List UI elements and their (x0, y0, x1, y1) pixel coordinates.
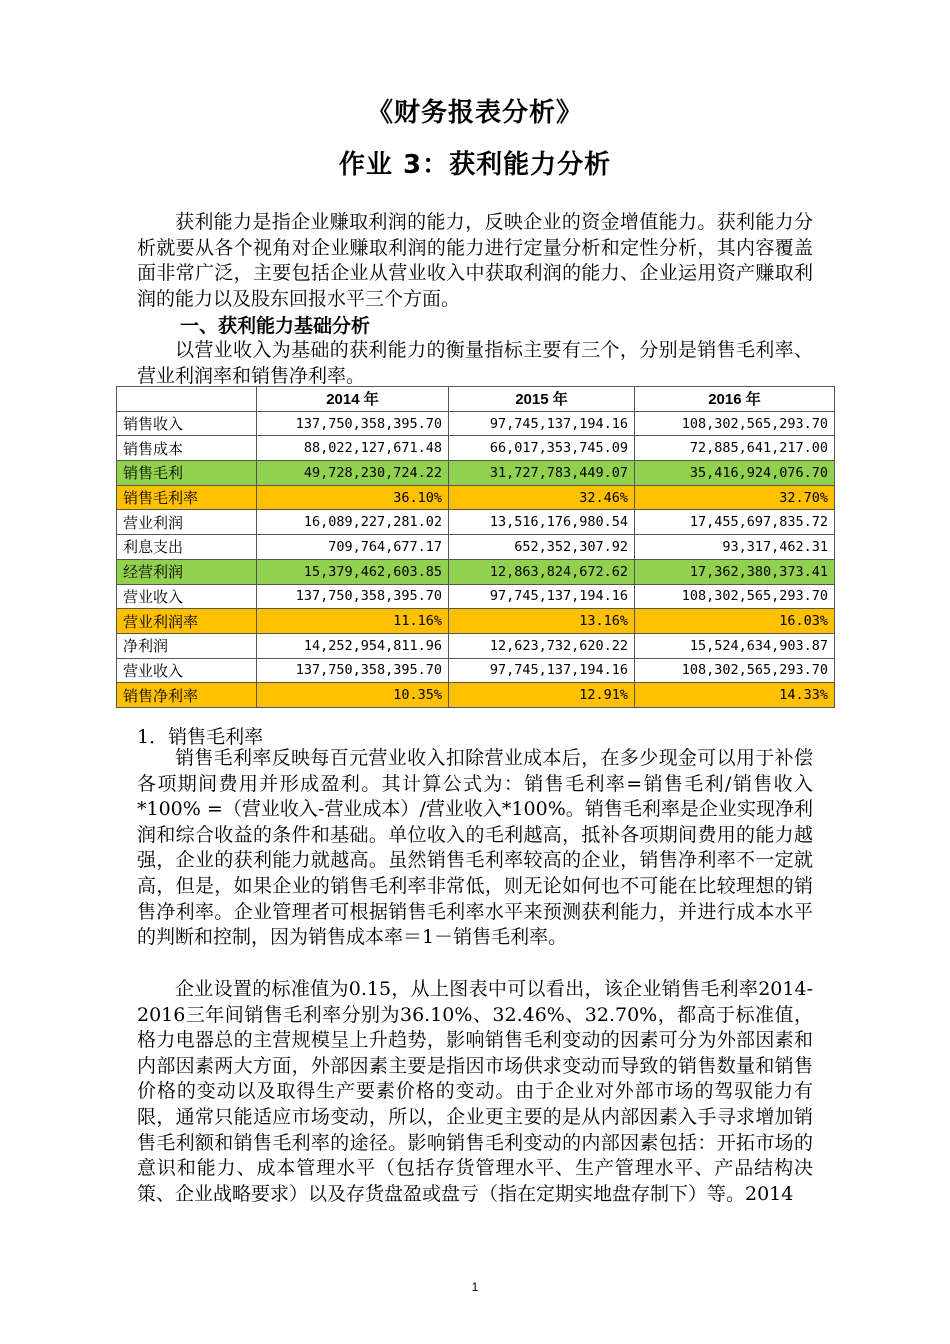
row-value: 72,885,641,217.00 (635, 436, 835, 461)
table-row (117, 510, 835, 535)
subsection1-heading: 1．销售毛利率 (137, 726, 264, 748)
row-value: 108,302,565,293.70 (635, 584, 835, 609)
row-label: 销售成本 (117, 436, 257, 461)
row-value: 16.03% (635, 609, 835, 634)
row-label: 营业收入 (117, 584, 257, 609)
row-value: 66,017,353,745.09 (449, 436, 635, 461)
section1-paragraph: 以营业收入为基础的获利能力的衡量指标主要有三个，分别是销售毛利率、营业利润率和销售净利率。 (137, 339, 813, 387)
row-value: 12.91% (449, 683, 635, 708)
section1-heading: 一、获利能力基础分析 (180, 315, 371, 337)
row-value: 15,524,634,903.87 (635, 633, 835, 658)
row-label: 营业利润 (117, 510, 257, 535)
row-value: 32.70% (635, 485, 835, 510)
row-value: 93,317,462.31 (635, 535, 835, 560)
table-row (117, 535, 835, 560)
table-row (117, 609, 835, 634)
table-header-cell: 2016 年 (635, 387, 835, 412)
row-value: 10.35% (257, 683, 449, 708)
table-body (117, 411, 835, 707)
page-number: 1 (471, 1280, 479, 1294)
row-label: 销售收入 (117, 411, 257, 436)
row-value: 88,022,127,671.48 (257, 436, 449, 461)
row-value: 137,750,358,395.70 (257, 411, 449, 436)
table-row (117, 461, 835, 486)
row-label: 营业利润率 (117, 609, 257, 634)
table-row (117, 658, 835, 683)
row-value: 137,750,358,395.70 (257, 658, 449, 683)
row-value: 17,455,697,835.72 (635, 510, 835, 535)
row-label: 净利润 (117, 633, 257, 658)
row-value: 97,745,137,194.16 (449, 658, 635, 683)
row-value: 36.10% (257, 485, 449, 510)
table-header-cell: 2015 年 (449, 387, 635, 412)
row-value: 13,516,176,980.54 (449, 510, 635, 535)
row-label: 营业收入 (117, 658, 257, 683)
row-value: 108,302,565,293.70 (635, 658, 835, 683)
table-header-cell: 2014 年 (257, 387, 449, 412)
table-row (117, 584, 835, 609)
table-header-row (117, 387, 835, 412)
row-value: 49,728,230,724.22 (257, 461, 449, 486)
row-value: 97,745,137,194.16 (449, 584, 635, 609)
subsection1-paragraph-2: 企业设置的标准值为0.15，从上图表中可以看出，该企业销售毛利率2014-2016三年间销售毛利率分别为36.10%、32.46%、32.70%，都高于标准值，格力电器总的主营规模呈上升趋势，影响销售毛利变动的因素可分为外部因素和内部因素两大方面，外部因素主要是指因市场供求变动而导致的销售数量和销售价格的变动以及取得生产要素价格的变动。由于企业对外部市场的驾驭能力有限，通常只能适应市场变动，所以，企业更主要的是从内部因素入手寻求增加销售毛利额和销售毛利率的途径。影响销售毛利变动的内部因素包括：开拓市场的意识和能力、成本管理水平（包括存货管理水平、生产管理水平、产品结构决策、企业战略要求）以及存货盘盈或盘亏（指在定期实地盘存制下）等。2014 (137, 978, 813, 1205)
intro-paragraph: 获利能力是指企业赚取利润的能力，反映企业的资金增值能力。获利能力分析就要从各个视角对企业赚取利润的能力进行定量分析和定性分析，其内容覆盖面非常广泛，主要包括企业从营业收入中获取利润的能力、企业运用资产赚取利润的能力以及股东回报水平三个方面。 (137, 211, 813, 310)
row-value: 31,727,783,449.07 (449, 461, 635, 486)
row-value: 35,416,924,076.70 (635, 461, 835, 486)
row-value: 15,379,462,603.85 (257, 559, 449, 584)
row-value: 97,745,137,194.16 (449, 411, 635, 436)
table-row (117, 436, 835, 461)
row-label: 销售净利率 (117, 683, 257, 708)
row-value: 12,863,824,672.62 (449, 559, 635, 584)
row-value: 137,750,358,395.70 (257, 584, 449, 609)
table-row (117, 485, 835, 510)
table-row (117, 633, 835, 658)
row-label: 销售毛利 (117, 461, 257, 486)
row-value: 14.33% (635, 683, 835, 708)
table-row (117, 683, 835, 708)
table-header-cell (117, 387, 257, 412)
subsection1-paragraph-1: 销售毛利率反映每百元营业收入扣除营业成本后，在多少现金可以用于补偿各项期间费用并形成盈利。其计算公式为：销售毛利率=销售毛利/销售收入*100% =（营业收入-营业成本）/营业收入*100%。销售毛利率是企业实现净利润和综合收益的条件和基础。单位收入的毛利越高，抵补各项期间费用的能力越强，企业的获利能力就越高。虽然销售毛利率较高的企业，销售净利率不一定就高，但是，如果企业的销售毛利率非常低，则无论如何也不可能在比较理想的销售净利率。企业管理者可根据销售毛利率水平来预测获利能力，并进行成本水平的判断和控制，因为销售成本率＝1－销售毛利率。 (137, 747, 813, 949)
row-value: 108,302,565,293.70 (635, 411, 835, 436)
document-title: 《财务报表分析》 (366, 98, 583, 128)
row-value: 652,352,307.92 (449, 535, 635, 560)
row-value: 13.16% (449, 609, 635, 634)
row-value: 16,089,227,281.02 (257, 510, 449, 535)
row-label: 利息支出 (117, 535, 257, 560)
table-row (117, 559, 835, 584)
financial-table (116, 386, 835, 708)
row-value: 12,623,732,620.22 (449, 633, 635, 658)
row-label: 销售毛利率 (117, 485, 257, 510)
row-value: 11.16% (257, 609, 449, 634)
table-row (117, 411, 835, 436)
row-value: 32.46% (449, 485, 635, 510)
row-label: 经营利润 (117, 559, 257, 584)
row-value: 709,764,677.17 (257, 535, 449, 560)
row-value: 14,252,954,811.96 (257, 633, 449, 658)
row-value: 17,362,380,373.41 (635, 559, 835, 584)
document-subtitle: 作业 3：获利能力分析 (338, 150, 612, 180)
